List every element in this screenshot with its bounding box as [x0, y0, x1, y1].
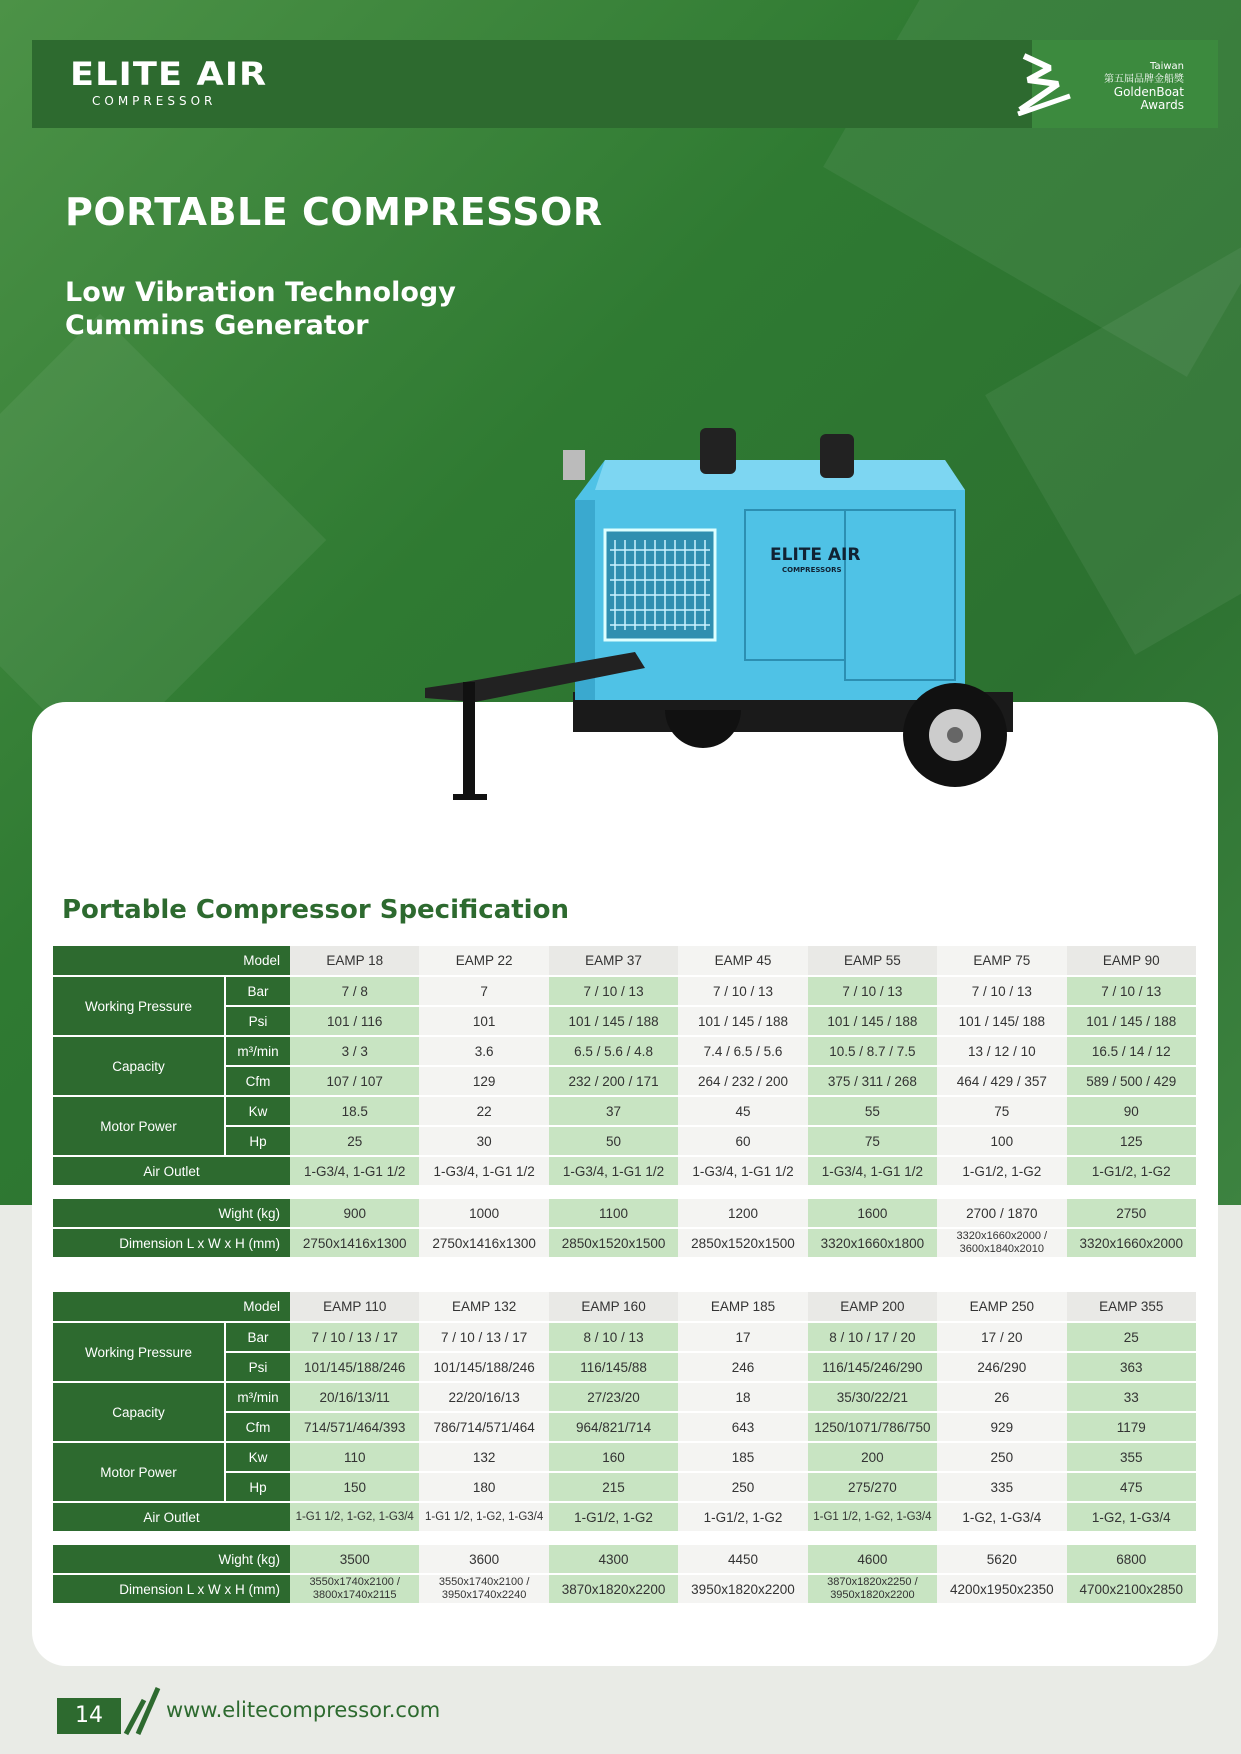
cell: 3 / 3: [290, 1036, 419, 1066]
cell: 475: [1067, 1472, 1196, 1502]
cell: 75: [937, 1096, 1066, 1126]
model-label: Model: [53, 946, 290, 976]
model-name: EAMP 355: [1067, 1292, 1196, 1322]
working-pressure-label: Working Pressure: [53, 976, 225, 1036]
air-outlet-label: Air Outlet: [53, 1502, 290, 1532]
cell: 10.5 / 8.7 / 7.5: [808, 1036, 937, 1066]
award-logo-icon: [1014, 50, 1074, 116]
cell: 6800: [1067, 1544, 1196, 1574]
hp-row: [53, 1472, 1196, 1502]
cell: 2750x1416x1300: [290, 1228, 419, 1258]
cell: 786/714/571/464: [419, 1412, 548, 1442]
machine-brand-sub: COMPRESSORS: [782, 566, 842, 574]
cell: 26: [937, 1382, 1066, 1412]
cfm-row: [53, 1412, 1196, 1442]
dimension-row: [53, 1228, 1196, 1258]
cell: 150: [290, 1472, 419, 1502]
psi-row: [53, 1006, 1196, 1036]
cell: 101/145/188/246: [290, 1352, 419, 1382]
portable-compressor-image: [425, 420, 1095, 860]
working-pressure-label: Working Pressure: [53, 1322, 225, 1382]
kw-row: [53, 1442, 1196, 1472]
cell: 3550x1740x2100 / 3800x1740x2115: [290, 1574, 419, 1604]
cell: 1-G1 1/2, 1-G2, 1-G3/4: [808, 1502, 937, 1532]
hp-unit: Hp: [225, 1472, 290, 1502]
machine-grille: [605, 530, 715, 640]
cell: 275/270: [808, 1472, 937, 1502]
model-name: EAMP 132: [419, 1292, 548, 1322]
cell: 180: [419, 1472, 548, 1502]
cell: 110: [290, 1442, 419, 1472]
hp-unit: Hp: [225, 1126, 290, 1156]
cell: 900: [290, 1198, 419, 1228]
cell: 1-G2, 1-G3/4: [937, 1502, 1066, 1532]
cell: 18.5: [290, 1096, 419, 1126]
cell: 1100: [549, 1198, 678, 1228]
cell: 4450: [678, 1544, 807, 1574]
cell: 714/571/464/393: [290, 1412, 419, 1442]
cell: 7 / 10 / 13: [549, 976, 678, 1006]
cell: 101 / 145/ 188: [937, 1006, 1066, 1036]
cell: 246: [678, 1352, 807, 1382]
cell: 1-G3/4, 1-G1 1/2: [678, 1156, 807, 1186]
cell: 7 / 8: [290, 976, 419, 1006]
model-name: EAMP 18: [290, 946, 419, 976]
cell: 215: [549, 1472, 678, 1502]
cell: 101: [419, 1006, 548, 1036]
cell: 75: [808, 1126, 937, 1156]
cell: 22/20/16/13: [419, 1382, 548, 1412]
cell: 4700x2100x2850: [1067, 1574, 1196, 1604]
cell: 2850x1520x1500: [549, 1228, 678, 1258]
cell: 4300: [549, 1544, 678, 1574]
cell: 7 / 10 / 13: [808, 976, 937, 1006]
cell: 101/145/188/246: [419, 1352, 548, 1382]
page-title: PORTABLE COMPRESSOR: [65, 190, 603, 234]
model-name: EAMP 45: [678, 946, 807, 976]
cell: 200: [808, 1442, 937, 1472]
cell: 1250/1071/786/750: [808, 1412, 937, 1442]
cell: 3320x1660x1800: [808, 1228, 937, 1258]
bar-unit: Bar: [225, 976, 290, 1006]
cell: 30: [419, 1126, 548, 1156]
cell: 7.4 / 6.5 / 5.6: [678, 1036, 807, 1066]
model-name: EAMP 160: [549, 1292, 678, 1322]
cell: 5620: [937, 1544, 1066, 1574]
cell: 264 / 232 / 200: [678, 1066, 807, 1096]
cell: 2700 / 1870: [937, 1198, 1066, 1228]
cell: 3320x1660x2000 / 3600x1840x2010: [937, 1228, 1066, 1258]
capacity-label: Capacity: [53, 1036, 225, 1096]
cell: 1-G3/4, 1-G1 1/2: [419, 1156, 548, 1186]
brand-logo[interactable]: [70, 55, 268, 108]
cell: 50: [549, 1126, 678, 1156]
cell: 3550x1740x2100 / 3950x1740x2240: [419, 1574, 548, 1604]
cell: 232 / 200 / 171: [549, 1066, 678, 1096]
page-subtitle: [65, 276, 456, 342]
footer-slash-icon: [122, 1684, 162, 1738]
weight-row: [53, 1198, 1196, 1228]
cell: 100: [937, 1126, 1066, 1156]
cell: 3870x1820x2200: [549, 1574, 678, 1604]
cell: 3500: [290, 1544, 419, 1574]
cell: 25: [290, 1126, 419, 1156]
cell: 7 / 10 / 13 / 17: [290, 1322, 419, 1352]
exhaust-pipe: [563, 450, 585, 480]
cell: 37: [549, 1096, 678, 1126]
cell: 27/23/20: [549, 1382, 678, 1412]
model-name: EAMP 55: [808, 946, 937, 976]
cell: 3950x1820x2200: [678, 1574, 807, 1604]
kw-row: [53, 1096, 1196, 1126]
cell: 355: [1067, 1442, 1196, 1472]
cell: 246/290: [937, 1352, 1066, 1382]
weight-row: [53, 1544, 1196, 1574]
capacity-label: Capacity: [53, 1382, 225, 1442]
brand-name: ELITE AIR: [70, 55, 268, 93]
cell: 3600: [419, 1544, 548, 1574]
award-line-2: 第五屆品牌金船獎: [1104, 74, 1184, 85]
cell: 3870x1820x2250 / 3950x1820x2200: [808, 1574, 937, 1604]
header-bar: [32, 40, 1218, 128]
kw-unit: Kw: [225, 1096, 290, 1126]
cell: 1-G3/4, 1-G1 1/2: [549, 1156, 678, 1186]
air-outlet-row: [53, 1156, 1196, 1186]
cell: 17: [678, 1322, 807, 1352]
m3-unit: m³/min: [225, 1036, 290, 1066]
hp-row: [53, 1126, 1196, 1156]
dimension-label: Dimension L x W x H (mm): [53, 1574, 290, 1604]
bar-row: [53, 1322, 1196, 1352]
cell: 7 / 10 / 13 / 17: [419, 1322, 548, 1352]
subtitle-line-2: Cummins Generator: [65, 310, 369, 341]
cell: 2750x1416x1300: [419, 1228, 548, 1258]
cell: 2750: [1067, 1198, 1196, 1228]
psi-row: [53, 1352, 1196, 1382]
psi-unit: Psi: [225, 1006, 290, 1036]
air-outlet-row: [53, 1502, 1196, 1532]
m3-unit: m³/min: [225, 1382, 290, 1412]
cell: 1-G3/4, 1-G1 1/2: [808, 1156, 937, 1186]
award-line-1: Taiwan: [1149, 61, 1184, 72]
cell: 3320x1660x2000: [1067, 1228, 1196, 1258]
weight-label: Wight (kg): [53, 1544, 290, 1574]
cell: 7: [419, 976, 548, 1006]
jack-stand: [463, 682, 475, 800]
cell: 101 / 145 / 188: [678, 1006, 807, 1036]
weight-label: Wight (kg): [53, 1198, 290, 1228]
model-name: EAMP 37: [549, 946, 678, 976]
cell: 60: [678, 1126, 807, 1156]
cfm-unit: Cfm: [225, 1412, 290, 1442]
m3-row: [53, 1382, 1196, 1412]
award-line-3: GoldenBoat: [1113, 85, 1184, 99]
model-name: EAMP 75: [937, 946, 1066, 976]
cell: 375 / 311 / 268: [808, 1066, 937, 1096]
motor-power-label: Motor Power: [53, 1096, 225, 1156]
cell: 55: [808, 1096, 937, 1126]
cell: 101 / 116: [290, 1006, 419, 1036]
cell: 250: [678, 1472, 807, 1502]
cell: 18: [678, 1382, 807, 1412]
cell: 101 / 145 / 188: [549, 1006, 678, 1036]
hero-facet: [0, 314, 326, 767]
model-label: Model: [53, 1292, 290, 1322]
dimension-label: Dimension L x W x H (mm): [53, 1228, 290, 1258]
wheel-rear: [665, 710, 741, 748]
cell: 7 / 10 / 13: [937, 976, 1066, 1006]
cell: 35/30/22/21: [808, 1382, 937, 1412]
cell: 22: [419, 1096, 548, 1126]
cell: 589 / 500 / 429: [1067, 1066, 1196, 1096]
cell: 4600: [808, 1544, 937, 1574]
cell: 17 / 20: [937, 1322, 1066, 1352]
model-name: EAMP 22: [419, 946, 548, 976]
cell: 1000: [419, 1198, 548, 1228]
cell: 363: [1067, 1352, 1196, 1382]
cell: 101 / 145 / 188: [808, 1006, 937, 1036]
cell: 1-G1 1/2, 1-G2, 1-G3/4: [419, 1502, 548, 1532]
machine-brand: ELITE AIR: [770, 545, 861, 565]
page-number: 14: [57, 1698, 121, 1734]
spec-table-2: [53, 1292, 1196, 1605]
bar-unit: Bar: [225, 1322, 290, 1352]
cell: 4200x1950x2350: [937, 1574, 1066, 1604]
air-outlet-label: Air Outlet: [53, 1156, 290, 1186]
cell: 20/16/13/11: [290, 1382, 419, 1412]
model-name: EAMP 110: [290, 1292, 419, 1322]
spec-table-1: [53, 946, 1196, 1259]
motor-power-label: Motor Power: [53, 1442, 225, 1502]
machine-roof: [595, 460, 965, 490]
exhaust-stack: [820, 434, 854, 478]
cfm-row: [53, 1066, 1196, 1096]
cell: 6.5 / 5.6 / 4.8: [549, 1036, 678, 1066]
m3-row: [53, 1036, 1196, 1066]
cell: 185: [678, 1442, 807, 1472]
psi-unit: Psi: [225, 1352, 290, 1382]
award-line-4: Awards: [1140, 98, 1184, 112]
goldenboat-award: [1014, 46, 1184, 122]
cell: 929: [937, 1412, 1066, 1442]
exhaust-stack: [700, 428, 736, 474]
cell: 7 / 10 / 13: [1067, 976, 1196, 1006]
cell: 129: [419, 1066, 548, 1096]
cell: 16.5 / 14 / 12: [1067, 1036, 1196, 1066]
dimension-row: [53, 1574, 1196, 1604]
cell: 25: [1067, 1322, 1196, 1352]
cell: 160: [549, 1442, 678, 1472]
model-row: [53, 946, 1196, 976]
cell: 1179: [1067, 1412, 1196, 1442]
cell: 45: [678, 1096, 807, 1126]
cell: 90: [1067, 1096, 1196, 1126]
model-name: EAMP 185: [678, 1292, 807, 1322]
cell: 107 / 107: [290, 1066, 419, 1096]
cell: 1600: [808, 1198, 937, 1228]
cell: 1-G1/2, 1-G2: [1067, 1156, 1196, 1186]
model-name: EAMP 250: [937, 1292, 1066, 1322]
model-name: EAMP 200: [808, 1292, 937, 1322]
cell: 116/145/88: [549, 1352, 678, 1382]
model-row: [53, 1292, 1196, 1322]
cell: 1-G1/2, 1-G2: [549, 1502, 678, 1532]
cell: 1-G3/4, 1-G1 1/2: [290, 1156, 419, 1186]
model-name: EAMP 90: [1067, 946, 1196, 976]
cell: 250: [937, 1442, 1066, 1472]
bar-row: [53, 976, 1196, 1006]
website-link[interactable]: www.elitecompressor.com: [166, 1698, 441, 1722]
kw-unit: Kw: [225, 1442, 290, 1472]
cell: 7 / 10 / 13: [678, 976, 807, 1006]
cell: 1200: [678, 1198, 807, 1228]
cell: 116/145/246/290: [808, 1352, 937, 1382]
spec-title: Portable Compressor Specification: [62, 895, 569, 925]
cell: 132: [419, 1442, 548, 1472]
cell: 13 / 12 / 10: [937, 1036, 1066, 1066]
cfm-unit: Cfm: [225, 1066, 290, 1096]
cell: 1-G2, 1-G3/4: [1067, 1502, 1196, 1532]
cell: 643: [678, 1412, 807, 1442]
cell: 125: [1067, 1126, 1196, 1156]
subtitle-line-1: Low Vibration Technology: [65, 277, 456, 308]
cell: 8 / 10 / 13: [549, 1322, 678, 1352]
cell: 1-G1/2, 1-G2: [678, 1502, 807, 1532]
brand-subtitle: COMPRESSOR: [92, 94, 217, 108]
cell: 1-G1/2, 1-G2: [937, 1156, 1066, 1186]
cell: 1-G1 1/2, 1-G2, 1-G3/4: [290, 1502, 419, 1532]
cell: 101 / 145 / 188: [1067, 1006, 1196, 1036]
cell: 964/821/714: [549, 1412, 678, 1442]
award-text: [1104, 60, 1184, 112]
cell: 2850x1520x1500: [678, 1228, 807, 1258]
cell: 335: [937, 1472, 1066, 1502]
cell: 3.6: [419, 1036, 548, 1066]
cell: 464 / 429 / 357: [937, 1066, 1066, 1096]
cell: 33: [1067, 1382, 1196, 1412]
cell: 8 / 10 / 17 / 20: [808, 1322, 937, 1352]
